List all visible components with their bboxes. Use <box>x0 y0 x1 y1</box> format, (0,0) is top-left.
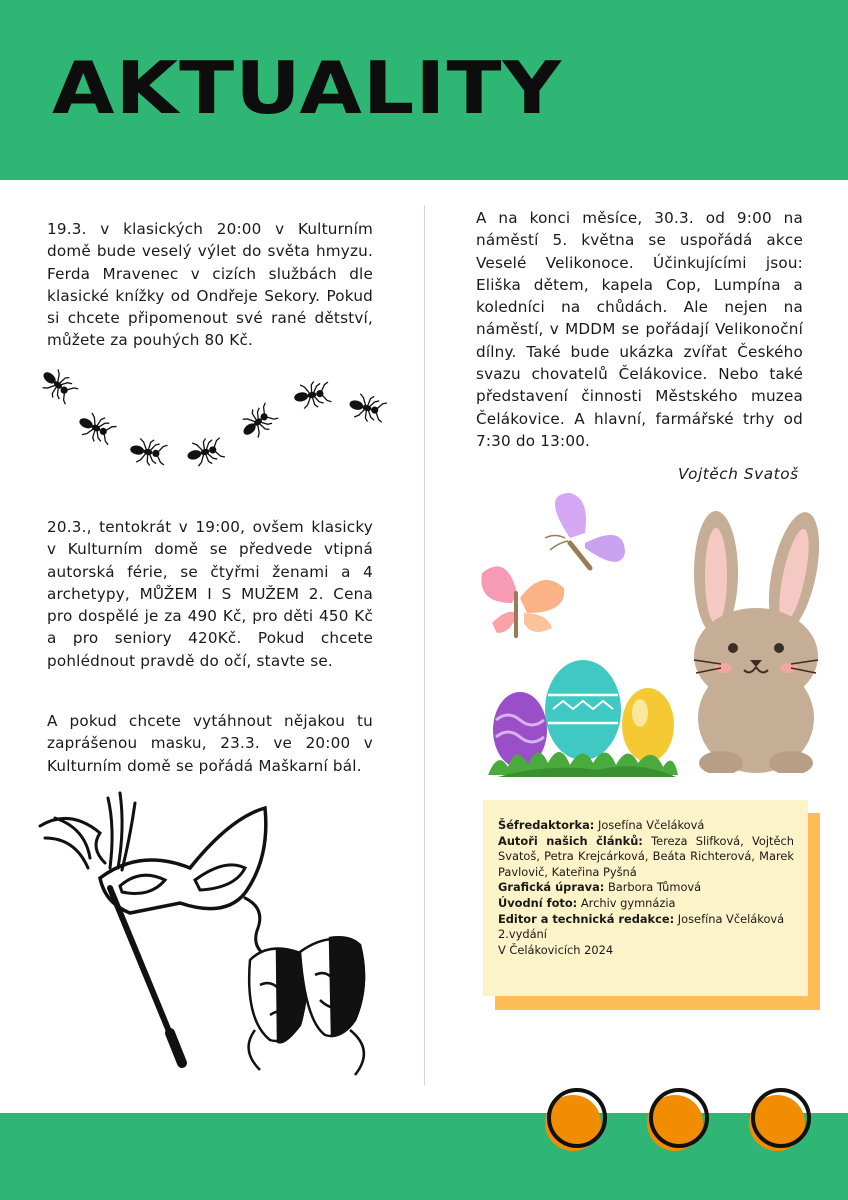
ant-icon <box>292 379 332 411</box>
credits-edition: 2.vydání <box>498 927 547 942</box>
theater-masks-icon <box>230 930 380 1080</box>
credits-place-year: V Čelákovicích 2024 <box>498 942 614 957</box>
easter-egg-icon <box>622 688 674 762</box>
easter-egg-icon <box>545 660 621 760</box>
easter-bunny-icon <box>676 508 836 773</box>
ant-icon <box>74 409 118 448</box>
article-insects: 19.3. v klasických 20:00 v Kulturním domě bude veselý výlet do světa hmyzu. Ferda Mravenec v cizích službách dle klasické knížky od Ondřeje Sekory. Pokud si chcete připomenout své rané dětství, můžete za pouhých 80 Kč. <box>47 220 373 350</box>
ants-illustration <box>30 360 400 480</box>
ant-icon <box>346 391 388 425</box>
ant-icon <box>36 363 80 406</box>
article-comedy: 20.3., tentokrát v 19:00, ovšem klasicky v Kulturním domě se předvede vtipná autorská férie, se čtyřmi ženami a 4 archetypy, MŮŽEM I S MUŽEM 2. Cena pro dospělé je za 490 Kč, pro děti 450 Kč a pro seniory 420Kč. Pokud chcete pohlédnout pravdě do očí, stavte se. <box>47 518 373 670</box>
article-ball: A pokud chcete vytáhnout nějakou tu zaprášenou masku, 23.3. ve 20:00 v Kulturním domě se pořádá Maškarní bál. <box>47 712 373 775</box>
credits-authors: Autoři našich článků: Tereza Slifková, Vojtěch Svatoš, Petra Krejcárková, Beáta Richterová, Marek Pavlovič, Kateřina Pyšná <box>498 833 794 879</box>
credits-photo: Úvodní foto: Archiv gymnázia <box>498 895 676 910</box>
header-band <box>0 0 848 180</box>
column-divider <box>424 205 425 1085</box>
ant-icon <box>128 436 168 468</box>
credits-box <box>483 800 808 996</box>
page-title: AKTUALITY <box>52 46 563 130</box>
credits-editor: Šéfredaktorka: Josefína Včeláková <box>498 818 705 832</box>
easter-eggs-illustration <box>488 655 683 780</box>
butterfly-icon <box>472 558 572 648</box>
ant-icon <box>236 400 280 443</box>
credits-tech: Editor a technická redakce: Josefína Včeláková <box>498 911 785 926</box>
footer-band <box>0 1113 848 1200</box>
article-easter: A na konci měsíce, 30.3. od 9:00 na náměstí 5. května se uspořádá akce Veselé Velikonoce. Účinkujícími jsou: Eliška dětem, kapela Cop, Lumpína a koledníci na chůdách. Ale nejen na náměstí, v MDDM se pořádají Velikonoční dílny. Také bude ukázka zvířat Českého svazu chovatelů Čelákovice. Nebo také představení činnosti Městského muzea Čelákovice. A hlavní, farmářské trhy od 7:30 do 13:00. <box>476 209 803 450</box>
decor-circle-icon <box>746 1086 812 1152</box>
credits-graphics: Grafická úprava: Barbora Tůmová <box>498 880 702 895</box>
decor-circle-icon <box>542 1086 608 1152</box>
ant-icon <box>184 435 226 469</box>
author-signature: Vojtěch Svatoš <box>678 465 799 483</box>
decor-circle-icon <box>644 1086 710 1152</box>
